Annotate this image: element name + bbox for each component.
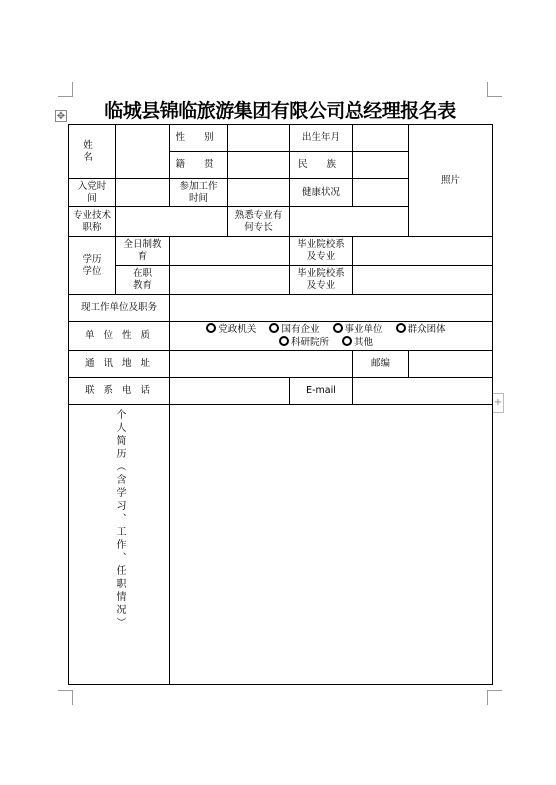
crop-mark-top-left	[58, 82, 73, 97]
email-label: E-mail	[290, 378, 353, 405]
fulltime-value[interactable]	[170, 237, 290, 266]
postcode-value[interactable]	[409, 351, 493, 378]
work-start-text: 参加工作时间	[179, 180, 218, 204]
native-value[interactable]	[228, 152, 290, 179]
unit-option-label: 党政机关	[218, 324, 257, 335]
unit-option-label: 其他	[354, 337, 374, 348]
radio-icon	[396, 323, 406, 333]
graduated1-value[interactable]	[353, 237, 493, 266]
gender-value[interactable]	[228, 125, 290, 152]
tech-title-label	[69, 207, 116, 237]
crop-mark-top-right	[487, 82, 502, 97]
native-label: 籍 贯	[170, 152, 228, 179]
crop-mark-bottom-right	[487, 690, 502, 705]
add-column-handle-icon[interactable]: +	[492, 393, 504, 413]
birth-label: 出生年月	[290, 125, 353, 152]
unit-option-label: 群众团体	[407, 324, 446, 335]
unit-type-label: 单 位 性 质	[69, 322, 170, 351]
current-job-label: 现工作单位及职务	[69, 295, 170, 322]
health-value[interactable]	[353, 179, 409, 207]
specialty-label	[228, 207, 290, 237]
unit-option-label: 国有企业	[281, 324, 320, 335]
unit-option-party-gov[interactable]	[206, 323, 256, 336]
page-title: 临城县锦临旅游集团有限公司总经理报名表	[104, 100, 456, 122]
unit-option-state-enterprise[interactable]	[269, 323, 319, 336]
email-value[interactable]	[353, 378, 493, 405]
postcode-label: 邮编	[353, 351, 409, 378]
radio-icon	[342, 336, 352, 346]
address-value[interactable]	[170, 351, 353, 378]
fulltime-label	[116, 237, 170, 266]
graduated2-label	[290, 266, 353, 295]
radio-icon	[269, 323, 279, 333]
unit-option-public-institution[interactable]	[333, 323, 383, 336]
graduated1-label	[290, 237, 353, 266]
graduated2-value[interactable]	[353, 266, 493, 295]
specialty-value[interactable]	[290, 207, 409, 237]
table-move-handle-icon[interactable]: ✥	[56, 111, 66, 122]
unit-option-other[interactable]	[342, 336, 373, 349]
current-job-value[interactable]	[170, 295, 493, 322]
photo-cell[interactable]: 照片	[409, 125, 493, 237]
gender-label: 性 别	[170, 125, 228, 152]
ethnic-label: 民 族	[290, 152, 353, 179]
phone-value[interactable]	[170, 378, 290, 405]
health-label: 健康状况	[290, 179, 353, 207]
birth-value[interactable]	[353, 125, 409, 152]
edu-text: 学历学位	[82, 253, 102, 277]
edu-label	[69, 237, 116, 295]
unit-option-mass-org[interactable]	[396, 323, 446, 336]
work-start-label	[170, 179, 228, 207]
ethnic-value[interactable]	[353, 152, 409, 179]
tech-title-text: 专业技术职称	[72, 209, 111, 233]
graduated2-text: 毕业院校系及专业	[297, 268, 345, 291]
resume-label-cell	[69, 405, 170, 685]
parttime-value[interactable]	[170, 266, 290, 295]
work-start-value[interactable]	[228, 179, 290, 207]
name-label: 姓 名	[69, 125, 116, 179]
crop-mark-bottom-left	[58, 690, 73, 705]
name-value[interactable]	[116, 125, 170, 179]
fulltime-text: 全日制教育	[123, 239, 162, 262]
tech-title-value[interactable]	[116, 207, 228, 237]
graduated1-text: 毕业院校系及专业	[297, 239, 345, 262]
address-label: 通 讯 地 址	[69, 351, 170, 378]
party-join-text: 入党时间	[77, 180, 107, 204]
unit-option-research[interactable]	[279, 336, 329, 349]
parttime-label	[116, 266, 170, 295]
party-join-value[interactable]	[116, 179, 170, 207]
radio-icon	[206, 323, 216, 333]
phone-label: 联 系 电 话	[69, 378, 170, 405]
unit-type-options	[170, 322, 493, 351]
resume-value[interactable]	[170, 405, 493, 685]
unit-option-label: 科研院所	[290, 337, 329, 348]
party-join-label	[69, 179, 116, 207]
radio-icon	[279, 336, 289, 346]
radio-icon	[333, 323, 343, 333]
resume-label: 个人简历（含学习、工作、任职情况）	[114, 409, 125, 630]
registration-form-table	[68, 124, 493, 685]
unit-option-label: 事业单位	[344, 324, 383, 335]
specialty-text: 熟悉专业有何专长	[234, 209, 283, 233]
parttime-text: 在职教育	[132, 268, 152, 291]
